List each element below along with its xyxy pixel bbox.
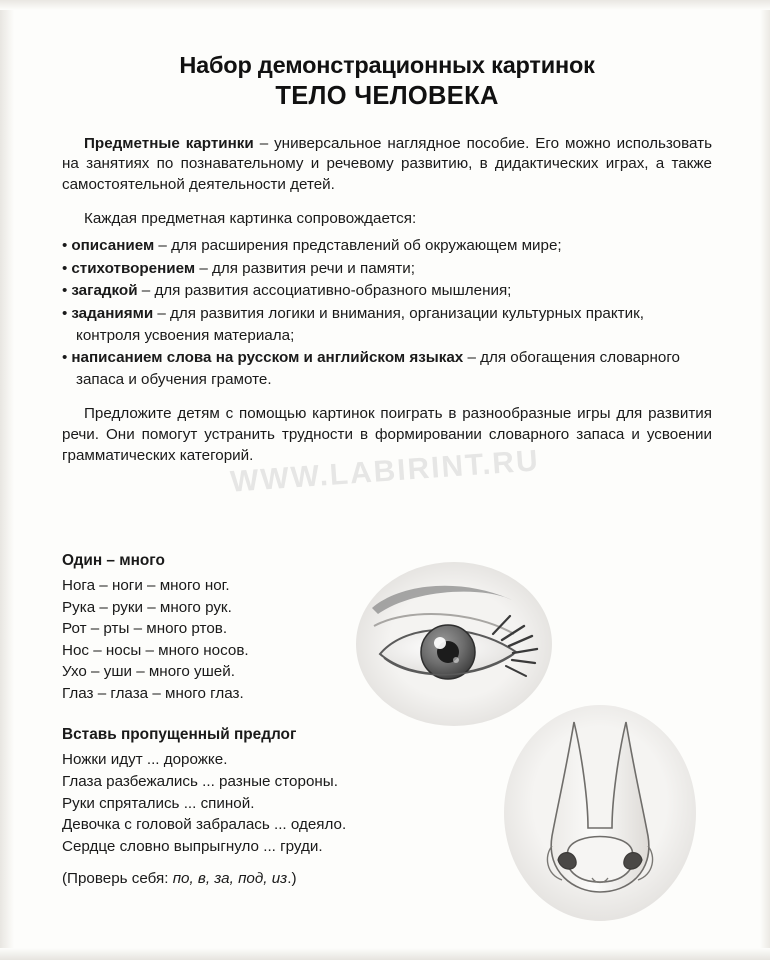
page-edge-left	[0, 0, 14, 960]
exercises-section	[62, 552, 362, 903]
exercise-one-line: Ухо – уши – много ушей.	[62, 663, 235, 681]
exercise-one-line: Рот – рты – много ртов.	[62, 620, 228, 638]
bullet-dot-icon: •	[62, 305, 68, 323]
nose-illustration	[500, 700, 705, 930]
exercise-one-line: Нога – ноги – много ног.	[62, 577, 230, 594]
exercise-two	[62, 726, 362, 887]
lead-in-text: Каждая предметная картинка сопровождается:	[84, 210, 417, 228]
exercise-one	[62, 552, 362, 704]
exercise-two-line: Сердце словно выпрыгнуло ... груди.	[62, 837, 323, 855]
list-item	[62, 258, 712, 279]
bullet-dot-icon: •	[62, 282, 68, 300]
watermark-text: WWW.LABIRINT.RU	[229, 444, 541, 499]
list-item	[62, 347, 712, 390]
bullet-rest-4: – для обогащения словарного запаса и обучения грамоте.	[76, 349, 680, 388]
bullet-dot-icon: •	[62, 236, 68, 254]
exercise-two-line: Ножки идут ... дорожке.	[62, 751, 228, 769]
answers-prefix: (Проверь себя:	[62, 870, 173, 888]
page-content	[62, 52, 712, 479]
list-item	[62, 280, 712, 301]
title-line-secondary: ТЕЛО ЧЕЛОВЕКА	[275, 82, 499, 111]
intro-rest: – универсальное наглядное пособие. Его можно использовать на занятиях по познавательному и речевому развитию, в дидактических играх, а также самостоятельной деятельности детей.	[62, 134, 712, 194]
bullet-bold-0: описанием	[71, 236, 155, 254]
answers-key	[62, 870, 362, 887]
title-line-primary: Набор демонстрационных картинок	[179, 52, 595, 78]
intro-paragraph	[62, 134, 712, 196]
bullet-bold-3: заданиями	[71, 305, 154, 323]
page-edge-right	[760, 0, 770, 960]
bullet-rest-2: – для развития ассоциативно-образного мышления;	[137, 282, 512, 300]
bullet-rest-3: – для развития логики и внимания, организации культурных практик, контроля усвоения материала;	[76, 305, 644, 344]
page-title	[62, 52, 712, 112]
bullet-bold-1: стихотворением	[71, 259, 196, 277]
exercise-two-line: Девочка с головой забралась ... одеяло.	[62, 816, 347, 834]
bullet-bold-2: загадкой	[71, 282, 138, 300]
bullet-rest-0: – для расширения представлений об окружающем мире;	[154, 236, 562, 254]
intro-bold-lead: Предметные картинки	[84, 134, 254, 152]
features-list	[62, 235, 712, 390]
bullet-rest-1: – для развития речи и памяти;	[195, 259, 415, 277]
answers-list: по, в, за, под, из	[172, 870, 288, 888]
exercise-two-line: Руки спрятались ... спиной.	[62, 794, 255, 812]
exercise-one-line: Рука – руки – много рук.	[62, 598, 232, 616]
bullet-dot-icon: •	[62, 259, 68, 277]
exercise-one-heading: Один – много	[62, 552, 165, 569]
nose-illustration-svg	[500, 700, 705, 930]
section-spacer	[62, 704, 362, 726]
list-item	[62, 235, 712, 256]
page-edge-top	[0, 0, 770, 10]
bullet-dot-icon: •	[62, 349, 68, 367]
page-edge-bottom	[0, 948, 770, 960]
exercise-two-line: Глаза разбежались ... разные стороны.	[62, 773, 338, 791]
list-item	[62, 303, 712, 346]
exercise-one-line: Нос – носы – много носов.	[62, 641, 249, 659]
closing-paragraph: Предложите детям с помощью картинок поиграть в разнообразные игры для развития речи. Они помогут устранить трудности в формировании словарного запаса и усвоении грамматических категорий.	[62, 404, 712, 464]
answers-suffix: .)	[287, 870, 297, 888]
exercise-two-heading: Вставь пропущенный предлог	[62, 726, 297, 744]
bullet-bold-4: написанием слова на русском и английском языках	[71, 349, 464, 367]
exercise-one-line: Глаз – глаза – много глаз.	[62, 684, 244, 702]
